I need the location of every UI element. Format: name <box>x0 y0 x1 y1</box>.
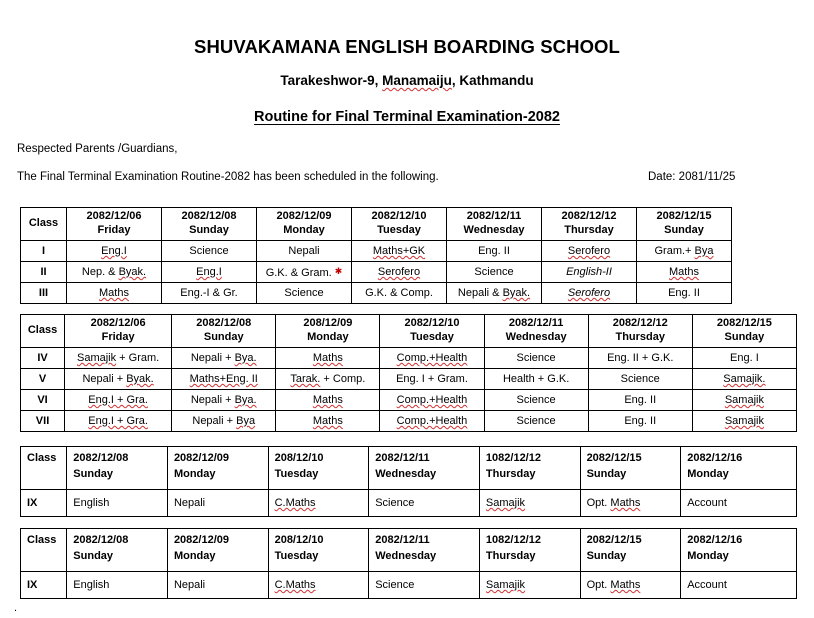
cell-subject: Maths <box>637 262 732 283</box>
cell-subject: Science <box>484 390 588 411</box>
cell-subject: Eng. II <box>447 241 542 262</box>
table-header-row <box>21 208 732 241</box>
cell-subject: Eng.I <box>162 262 257 283</box>
cell-subject: G.K. & Gram. ✱ <box>257 262 352 283</box>
column-header-date-1: 2082/12/09 Monday <box>167 529 268 572</box>
cell-subject: Samajik <box>692 411 796 432</box>
cell-subject: Nepali <box>257 241 352 262</box>
cell-subject: Nepali <box>167 572 268 599</box>
cell-subject: Samajik + Gram. <box>65 348 172 369</box>
cell-subject: English <box>67 572 168 599</box>
column-header-date-2: 208/12/09 Monday <box>276 315 380 348</box>
cell-subject: Maths <box>276 390 380 411</box>
cell-subject: Eng. I <box>692 348 796 369</box>
cell-class-label: I <box>21 241 67 262</box>
cell-subject: C.Maths <box>268 490 369 517</box>
cell-class-label: V <box>21 369 65 390</box>
column-header-class: Class <box>21 315 65 348</box>
column-header-date-5: 2082/12/12 Thursday <box>542 208 637 241</box>
table-header-row <box>21 529 797 572</box>
cell-subject: Serofero <box>542 283 637 304</box>
column-header-date-0: 2082/12/06 Friday <box>67 208 162 241</box>
cell-subject: G.K. & Comp. <box>352 283 447 304</box>
column-header-date-4: 2082/12/11 Wednesday <box>484 315 588 348</box>
table-row <box>21 572 797 599</box>
column-header-date-2: 208/12/10 Tuesday <box>268 529 369 572</box>
cell-subject: Eng. II + G.K. <box>588 348 692 369</box>
column-header-date-3: 2082/12/10 Tuesday <box>380 315 484 348</box>
cell-subject: Account <box>681 572 797 599</box>
cell-class-label: VII <box>21 411 65 432</box>
cell-subject: Nepali <box>167 490 268 517</box>
salutation-text: Respected Parents /Guardians, <box>17 143 178 155</box>
cell-subject: Eng. I + Gram. <box>380 369 484 390</box>
footer-mark: . <box>14 602 18 614</box>
table-row <box>21 241 732 262</box>
cell-subject: Samajik <box>479 572 580 599</box>
cell-subject: Science <box>484 348 588 369</box>
column-header-date-6: 2082/12/15 Sunday <box>637 208 732 241</box>
column-header-date-6: 2082/12/16 Monday <box>681 529 797 572</box>
column-header-date-1: 2082/12/09 Monday <box>167 447 268 490</box>
cell-class-label: II <box>21 262 67 283</box>
address-place: Manamaiju <box>382 73 452 88</box>
cell-subject: Nepali & Byak. <box>447 283 542 304</box>
table-row <box>21 262 732 283</box>
cell-subject: Eng.I + Gra. <box>65 390 172 411</box>
cell-subject: Science <box>484 411 588 432</box>
cell-subject: Maths <box>276 411 380 432</box>
cell-subject: Science <box>162 241 257 262</box>
cell-subject: Eng. II <box>637 283 732 304</box>
column-header-date-6: 2082/12/16 Monday <box>681 447 797 490</box>
column-header-date-4: 2082/12/11 Wednesday <box>447 208 542 241</box>
column-header-date-0: 2082/12/08 Sunday <box>67 447 168 490</box>
cell-class-label: III <box>21 283 67 304</box>
cell-class-label: IX <box>21 572 67 599</box>
cell-subject: Opt. Maths <box>580 572 681 599</box>
cell-subject: Science <box>447 262 542 283</box>
column-header-date-3: 2082/12/11 Wednesday <box>369 529 480 572</box>
column-header-class: Class <box>21 529 67 572</box>
column-header-date-4: 1082/12/12 Thursday <box>479 447 580 490</box>
date-text: Date: 2081/11/25 <box>648 171 736 183</box>
cell-subject: Serofero <box>352 262 447 283</box>
column-header-date-1: 2082/12/08 Sunday <box>172 315 276 348</box>
school-address <box>0 73 814 88</box>
cell-subject: Maths <box>67 283 162 304</box>
cell-subject: Nepali + Byak. <box>65 369 172 390</box>
cell-subject: C.Maths <box>268 572 369 599</box>
cell-subject: Health + G.K. <box>484 369 588 390</box>
cell-subject: Comp.+Health <box>380 390 484 411</box>
column-header-date-3: 2082/12/10 Tuesday <box>352 208 447 241</box>
cell-subject: Account <box>681 490 797 517</box>
column-header-date-5: 2082/12/12 Thursday <box>588 315 692 348</box>
table-row <box>21 390 797 411</box>
cell-class-label: IX <box>21 490 67 517</box>
cell-subject: Samajik <box>479 490 580 517</box>
cell-subject: Eng. II <box>588 390 692 411</box>
table-header-row <box>21 447 797 490</box>
cell-subject: Science <box>588 369 692 390</box>
cell-subject: Comp.+Health <box>380 411 484 432</box>
routine-table-2 <box>20 314 797 432</box>
column-header-date-2: 208/12/10 Tuesday <box>268 447 369 490</box>
column-header-date-4: 1082/12/12 Thursday <box>479 529 580 572</box>
cell-subject: Maths <box>276 348 380 369</box>
table-row <box>21 490 797 517</box>
cell-subject: Eng.I + Gra. <box>65 411 172 432</box>
address-part-2: , Kathmandu <box>451 73 534 88</box>
cell-subject: Science <box>369 572 480 599</box>
cell-class-label: VI <box>21 390 65 411</box>
cell-subject: Samajik. <box>692 369 796 390</box>
column-header-class: Class <box>21 447 67 490</box>
intro-text: The Final Terminal Examination Routine-2082 has been scheduled in the following. <box>17 171 439 183</box>
cell-subject: Science <box>369 490 480 517</box>
cell-subject: Nep. & Byak. <box>67 262 162 283</box>
cell-subject: Tarak. + Comp. <box>276 369 380 390</box>
cell-subject: Opt. Maths <box>580 490 681 517</box>
column-header-date-2: 2082/12/09 Monday <box>257 208 352 241</box>
cell-subject: English-II <box>542 262 637 283</box>
cell-subject: Maths+Eng. II <box>172 369 276 390</box>
cell-subject: Maths+GK <box>352 241 447 262</box>
routine-title-text: Routine for Final Terminal Examination-2082 <box>254 109 560 125</box>
cell-subject: Eng.I <box>67 241 162 262</box>
table-row <box>21 283 732 304</box>
cell-subject: Comp.+Health <box>380 348 484 369</box>
column-header-date-5: 2082/12/15 Sunday <box>580 447 681 490</box>
table-header-row <box>21 315 797 348</box>
column-header-date-6: 2082/12/15 Sunday <box>692 315 796 348</box>
cell-class-label: IV <box>21 348 65 369</box>
cell-subject: Nepali + Bya. <box>172 390 276 411</box>
cell-subject: Samajik <box>692 390 796 411</box>
routine-table-1 <box>20 207 732 304</box>
cell-subject: Science <box>257 283 352 304</box>
routine-table-3 <box>20 446 797 517</box>
column-header-date-0: 2082/12/08 Sunday <box>67 529 168 572</box>
cell-subject: Gram.+ Bya <box>637 241 732 262</box>
table-row <box>21 348 797 369</box>
column-header-class: Class <box>21 208 67 241</box>
cell-subject: Nepali + Bya. <box>172 348 276 369</box>
cell-subject: English <box>67 490 168 517</box>
cell-subject: Eng.-I & Gr. <box>162 283 257 304</box>
cell-subject: Nepali + Bya <box>172 411 276 432</box>
column-header-date-0: 2082/12/06 Friday <box>65 315 172 348</box>
cell-subject: Serofero <box>542 241 637 262</box>
column-header-date-1: 2082/12/08 Sunday <box>162 208 257 241</box>
page-title: SHUVAKAMANA ENGLISH BOARDING SCHOOL <box>194 36 620 57</box>
table-row <box>21 369 797 390</box>
column-header-date-3: 2082/12/11 Wednesday <box>369 447 480 490</box>
cell-subject: Eng. II <box>588 411 692 432</box>
address-part-1: Tarakeshwor-9, <box>280 73 383 88</box>
table-row <box>21 411 797 432</box>
routine-table-4 <box>20 528 797 599</box>
column-header-date-5: 2082/12/15 Sunday <box>580 529 681 572</box>
routine-title <box>0 109 814 125</box>
